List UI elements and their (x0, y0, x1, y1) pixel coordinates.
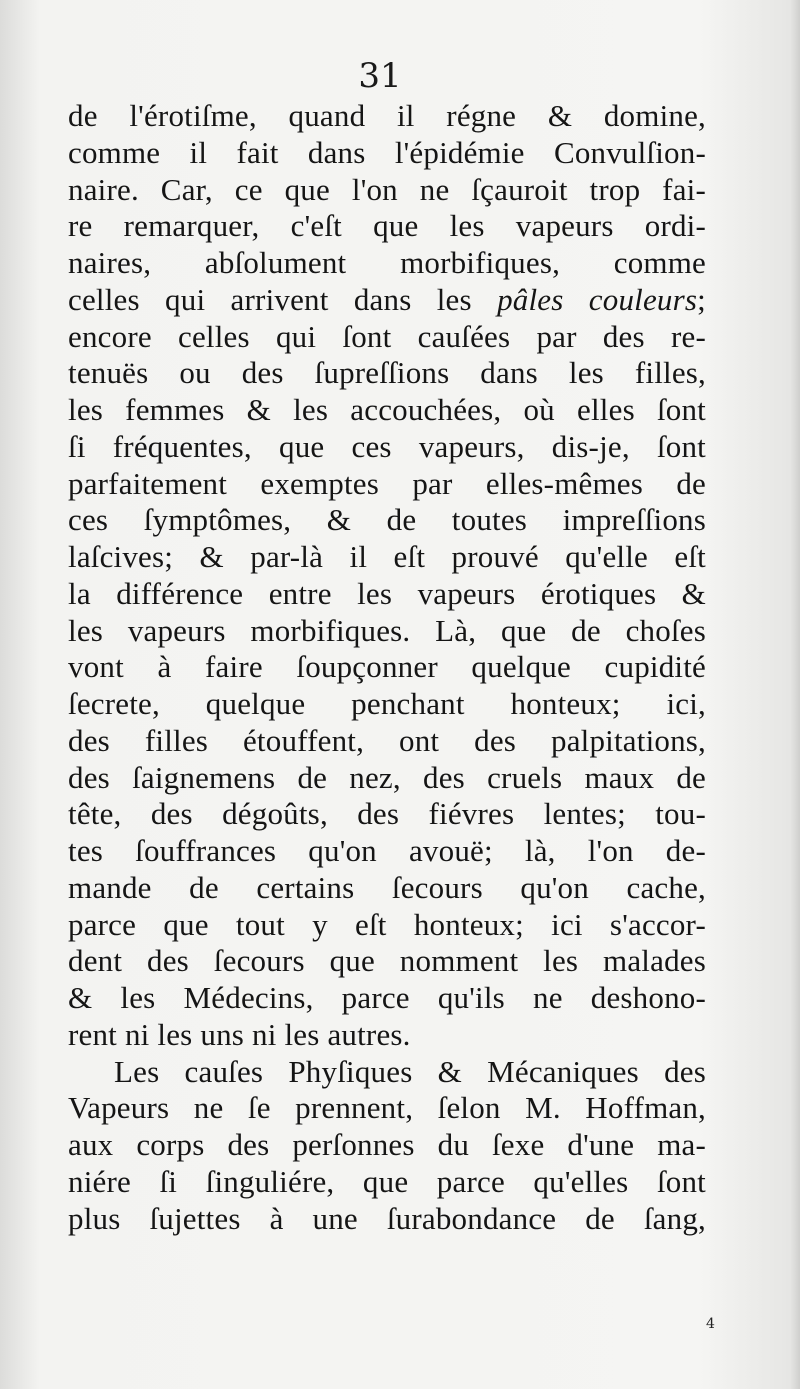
text-line: Vapeurs ne ſe prennent, ſelon M. Hoffman, (68, 1090, 706, 1126)
text-line: comme il fait dans l'épidémie Convulſion- (68, 134, 706, 170)
text-line: re remarquer, c'eſt que les vapeurs ordi- (68, 208, 706, 244)
text-line: des filles étouffent, ont des palpitations, (68, 722, 706, 758)
text-line: dent des ſecours que nomment les malades (68, 943, 706, 979)
text-line: parce que tout y eſt honteux; ici s'accor- (68, 906, 706, 942)
text-line: la différence entre les vapeurs érotiques & (68, 575, 706, 611)
text-line: de l'érotiſme, quand il régne & domine, (68, 98, 706, 133)
body-text (68, 98, 706, 1237)
text-line: parfaitement exemptes par elles-mêmes de (68, 465, 706, 501)
text-line: niére ſi ſinguliére, que parce qu'elles ſont (68, 1163, 706, 1199)
text-line: naires, abſolument morbifiques, comme (68, 245, 706, 280)
text-line: tenuës ou des ſupreſſions dans les filles, (68, 355, 706, 391)
text-line: rent ni les uns ni les autres. (68, 1016, 411, 1052)
text-line: celles qui arrivent dans les pâles couleurs; (68, 281, 706, 317)
text-line: plus ſujettes à une ſurabondance de ſang, (68, 1200, 706, 1236)
text-line: des ſaignemens de nez, des cruels maux de (68, 759, 706, 795)
bottom-mark: 4 (706, 1316, 715, 1332)
italic-phrase: pâles couleurs (497, 281, 698, 317)
text-line: ſecrete, quelque penchant honteux; ici, (68, 686, 706, 721)
text-line: les femmes & les accouchées, où elles ſont (68, 392, 706, 427)
text-line: tes ſouffrances qu'on avouë; là, l'on de- (68, 833, 706, 868)
text-line: encore celles qui ſont cauſées par des re- (68, 318, 706, 354)
text-line: les vapeurs morbifiques. Là, que de choſes (68, 612, 706, 648)
text-line: ſi fréquentes, que ces vapeurs, dis-je, ſont (68, 428, 706, 464)
text-line: ces ſymptômes, & de toutes impreſſions (68, 502, 706, 538)
text-line: mande de certains ſecours qu'on cache, (68, 869, 706, 905)
text-line: tête, des dégoûts, des fiévres lentes; tou- (68, 796, 706, 832)
text-line: laſcives; & par-là il eſt prouvé qu'elle eſt (68, 539, 706, 574)
text-line: naire. Car, ce que l'on ne ſçauroit trop fai- (68, 171, 706, 207)
text-line: & les Médecins, parce qu'ils ne deshono- (68, 980, 706, 1015)
text-line: vont à faire ſoupçonner quelque cupidité (68, 649, 706, 685)
text-line: Les cauſes Phyſiques & Mécaniques des (114, 1053, 706, 1089)
text-line: aux corps des perſonnes du ſexe d'une ma- (68, 1127, 706, 1162)
page-number: 31 (358, 56, 402, 96)
